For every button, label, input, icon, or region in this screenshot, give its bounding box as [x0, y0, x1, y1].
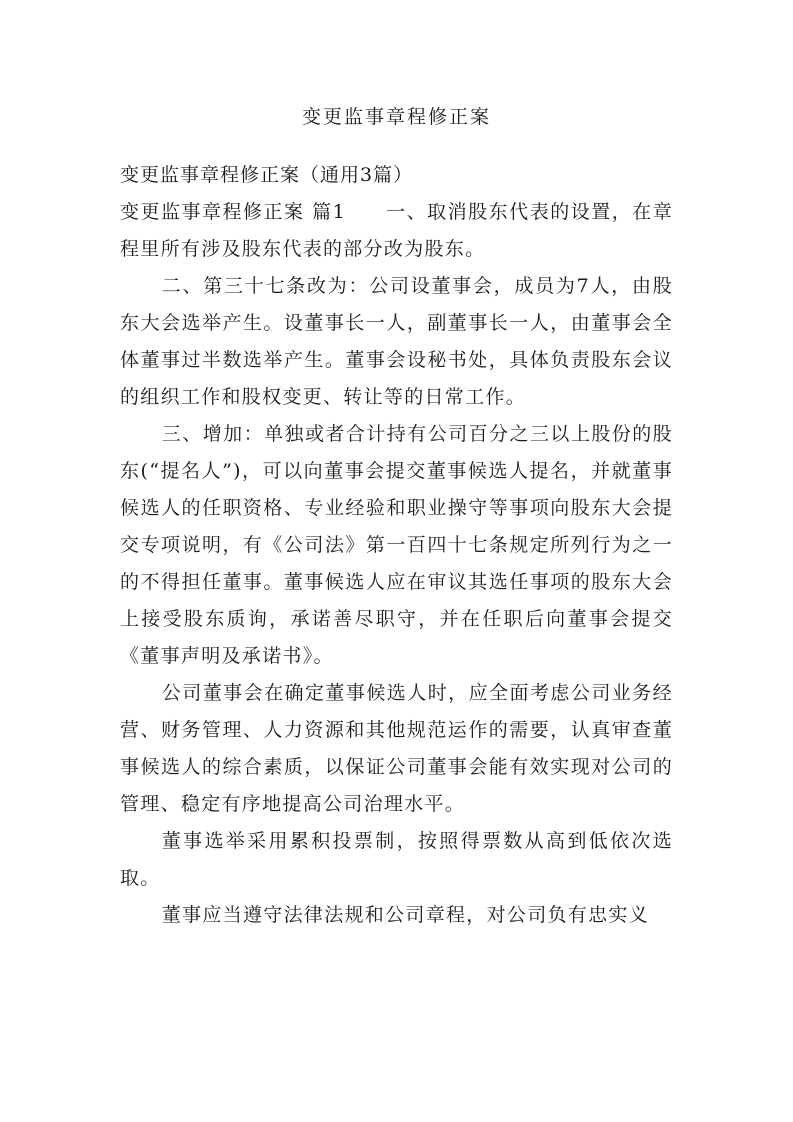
paragraph-3: 三、增加：单独或者合计持有公司百分之三以上股份的股东(“提名人”)，可以向董事会提交董事候选人提名，并就董事候选人的任职资格、专业经验和职业操守等事项向股东大会提交专项说明，有《公司法》第一百四十七条规定所列行为之一的不得担任董事。董事候选人应在审议其选任事项的股东大会上接受股东质询，承诺善尽职守，并在任职后向董事会提交《董事声明及承诺书》。	[120, 423, 673, 667]
paragraph-1: 一、取消股东代表的设置，在章程里所有涉及股东代表的部分改为股东。	[120, 201, 674, 260]
document-title: 变更监事章程修正案	[301, 106, 491, 128]
section-heading: 变更监事章程修正案 篇1	[120, 201, 346, 223]
paragraph-5: 董事选举采用累积投票制，按照得票数从高到低依次选取。	[120, 830, 673, 889]
document-page	[120, 95, 673, 934]
first-paragraph	[120, 194, 673, 268]
paragraph-6: 董事应当遵守法律法规和公司章程，对公司负有忠实义	[161, 904, 649, 926]
document-subtitle: 变更监事章程修正案（通用3篇）	[120, 164, 414, 186]
paragraph-2: 二、第三十七条改为：公司设董事会，成员为7人，由股东大会选举产生。设董事长一人，副董事长一人，由董事会全体董事过半数选举产生。董事会设秘书处，具体负责股东会议的组织工作和股权变更、转让等的日常工作。	[120, 275, 673, 408]
paragraph-4: 公司董事会在确定董事候选人时，应全面考虑公司业务经营、财务管理、人力资源和其他规范运作的需要，认真审查董事候选人的综合素质，以保证公司董事会能有效实现对公司的管理、稳定有序地提高公司治理水平。	[120, 682, 673, 815]
